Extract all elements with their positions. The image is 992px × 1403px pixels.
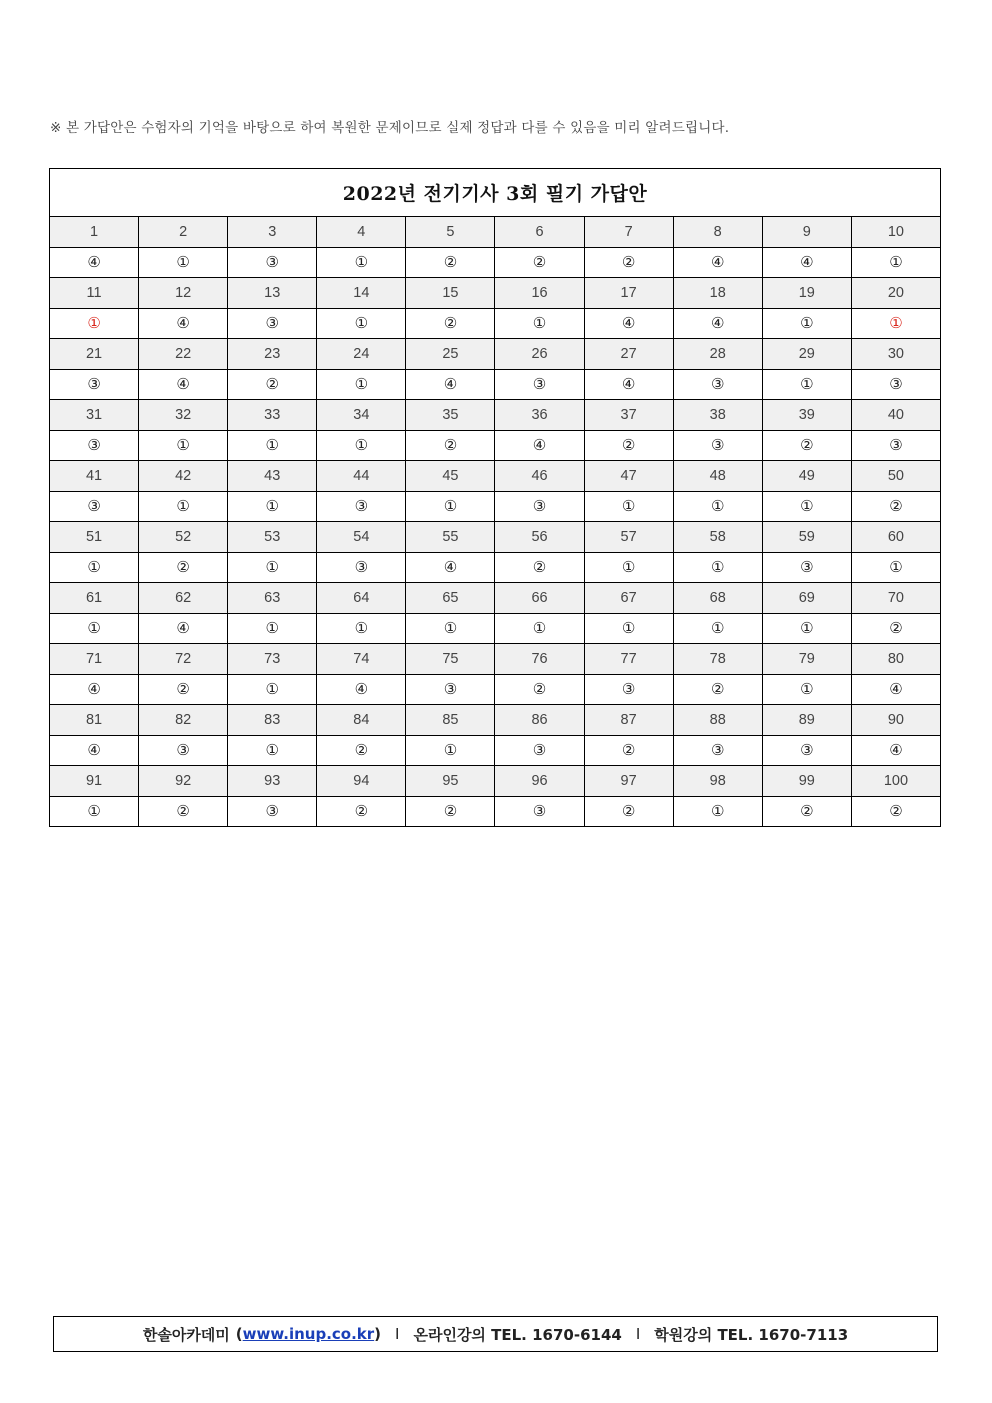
- answer-cell: ①: [584, 613, 673, 644]
- answer-cell: ③: [762, 552, 851, 583]
- question-number: 93: [228, 766, 317, 797]
- answer-row: [50, 613, 941, 644]
- question-number: 99: [762, 766, 851, 797]
- question-number: 13: [228, 278, 317, 309]
- question-number: 45: [406, 461, 495, 492]
- answer-cell: ②: [317, 796, 406, 827]
- answer-cell: ②: [762, 796, 851, 827]
- question-number: 53: [228, 522, 317, 553]
- question-number: 18: [673, 278, 762, 309]
- question-number: 5: [406, 217, 495, 248]
- answer-cell: ①: [406, 491, 495, 522]
- answer-cell: ③: [50, 369, 139, 400]
- question-number: 22: [139, 339, 228, 370]
- question-number: 58: [673, 522, 762, 553]
- question-number: 1: [50, 217, 139, 248]
- question-number: 39: [762, 400, 851, 431]
- answer-cell: ①: [851, 552, 940, 583]
- question-number: 79: [762, 644, 851, 675]
- question-number: 98: [673, 766, 762, 797]
- question-number: 97: [584, 766, 673, 797]
- question-number: 60: [851, 522, 940, 553]
- answer-cell: ④: [50, 247, 139, 278]
- question-number: 61: [50, 583, 139, 614]
- question-number: 95: [406, 766, 495, 797]
- question-number: 48: [673, 461, 762, 492]
- question-number-row: [50, 217, 941, 248]
- question-number: 72: [139, 644, 228, 675]
- question-number: 17: [584, 278, 673, 309]
- answer-cell: ②: [584, 735, 673, 766]
- answer-cell: ①: [762, 491, 851, 522]
- answer-cell: ③: [50, 491, 139, 522]
- answer-cell: ①: [495, 308, 584, 339]
- question-number: 23: [228, 339, 317, 370]
- question-number: 24: [317, 339, 406, 370]
- answer-cell: ③: [673, 430, 762, 461]
- footer-separator: I: [635, 1325, 641, 1343]
- question-number: 35: [406, 400, 495, 431]
- answer-cell: ③: [228, 796, 317, 827]
- title-row: [50, 169, 941, 217]
- answer-cell: ②: [228, 369, 317, 400]
- answer-row: [50, 430, 941, 461]
- question-number: 100: [851, 766, 940, 797]
- answer-cell: ③: [317, 552, 406, 583]
- question-number: 10: [851, 217, 940, 248]
- question-number: 8: [673, 217, 762, 248]
- question-number: 25: [406, 339, 495, 370]
- answer-cell: ①: [228, 430, 317, 461]
- answer-cell: ④: [584, 369, 673, 400]
- answer-cell: ①: [762, 308, 851, 339]
- answer-cell: ④: [495, 430, 584, 461]
- question-number-row: [50, 339, 941, 370]
- question-number: 31: [50, 400, 139, 431]
- question-number-row: [50, 400, 941, 431]
- question-number-row: [50, 766, 941, 797]
- answer-cell: ②: [317, 735, 406, 766]
- answer-cell: ④: [851, 674, 940, 705]
- question-number: 52: [139, 522, 228, 553]
- answer-cell: ④: [139, 613, 228, 644]
- question-number: 43: [228, 461, 317, 492]
- question-number: 21: [50, 339, 139, 370]
- question-number: 86: [495, 705, 584, 736]
- question-number: 75: [406, 644, 495, 675]
- question-number: 6: [495, 217, 584, 248]
- question-number: 55: [406, 522, 495, 553]
- answer-cell: ④: [139, 308, 228, 339]
- answer-row: [50, 369, 941, 400]
- answer-cell: ③: [495, 735, 584, 766]
- answer-cell: ①: [50, 308, 139, 339]
- answer-cell: ②: [495, 552, 584, 583]
- answer-cell: ③: [851, 369, 940, 400]
- answer-cell: ①: [406, 735, 495, 766]
- question-number: 30: [851, 339, 940, 370]
- answer-cell: ①: [584, 552, 673, 583]
- answer-cell: ④: [406, 552, 495, 583]
- answer-cell: ②: [584, 430, 673, 461]
- question-number: 28: [673, 339, 762, 370]
- question-number: 4: [317, 217, 406, 248]
- answer-cell: ③: [762, 735, 851, 766]
- answer-cell: ①: [50, 796, 139, 827]
- question-number-row: [50, 644, 941, 675]
- question-number-row: [50, 583, 941, 614]
- answer-cell: ③: [495, 369, 584, 400]
- question-number: 44: [317, 461, 406, 492]
- answer-cell: ②: [406, 796, 495, 827]
- question-number: 83: [228, 705, 317, 736]
- answer-cell: ①: [50, 552, 139, 583]
- academy-lecture-phone: 학원강의 TEL. 1670-7113: [654, 1325, 849, 1344]
- answer-cell: ②: [406, 247, 495, 278]
- question-number: 91: [50, 766, 139, 797]
- question-number: 11: [50, 278, 139, 309]
- question-number: 90: [851, 705, 940, 736]
- answer-cell: ③: [673, 369, 762, 400]
- question-number: 3: [228, 217, 317, 248]
- question-number: 7: [584, 217, 673, 248]
- question-number: 9: [762, 217, 851, 248]
- question-number: 15: [406, 278, 495, 309]
- answer-cell: ④: [851, 735, 940, 766]
- answer-cell: ④: [50, 735, 139, 766]
- footer-open-paren: (: [235, 1325, 243, 1343]
- question-number: 51: [50, 522, 139, 553]
- answer-row: [50, 552, 941, 583]
- answer-cell: ①: [228, 613, 317, 644]
- question-number: 40: [851, 400, 940, 431]
- question-number: 29: [762, 339, 851, 370]
- question-number: 42: [139, 461, 228, 492]
- answer-cell: ①: [584, 491, 673, 522]
- answer-cell: ②: [762, 430, 851, 461]
- question-number: 94: [317, 766, 406, 797]
- answer-cell: ①: [673, 552, 762, 583]
- answer-cell: ④: [406, 369, 495, 400]
- answer-cell: ②: [139, 796, 228, 827]
- question-number-row: [50, 278, 941, 309]
- question-number: 68: [673, 583, 762, 614]
- question-number: 84: [317, 705, 406, 736]
- answer-cell: ②: [584, 796, 673, 827]
- answer-cell: ④: [139, 369, 228, 400]
- answer-cell: ②: [584, 247, 673, 278]
- answer-row: [50, 247, 941, 278]
- question-number: 2: [139, 217, 228, 248]
- answer-cell: ②: [495, 674, 584, 705]
- question-number: 46: [495, 461, 584, 492]
- academy-name: 한솔아카데미: [142, 1325, 230, 1344]
- question-number: 88: [673, 705, 762, 736]
- answer-cell: ①: [317, 430, 406, 461]
- question-number: 76: [495, 644, 584, 675]
- answer-cell: ④: [317, 674, 406, 705]
- answer-cell: ①: [673, 796, 762, 827]
- answer-cell: ③: [584, 674, 673, 705]
- question-number: 14: [317, 278, 406, 309]
- answer-cell: ④: [584, 308, 673, 339]
- question-number: 38: [673, 400, 762, 431]
- question-number: 65: [406, 583, 495, 614]
- question-number: 78: [673, 644, 762, 675]
- answer-cell: ④: [50, 674, 139, 705]
- answer-cell: ②: [851, 796, 940, 827]
- answer-cell: ③: [673, 735, 762, 766]
- question-number: 33: [228, 400, 317, 431]
- question-number: 41: [50, 461, 139, 492]
- answer-cell: ④: [673, 308, 762, 339]
- question-number: 56: [495, 522, 584, 553]
- question-number: 89: [762, 705, 851, 736]
- question-number: 19: [762, 278, 851, 309]
- question-number: 80: [851, 644, 940, 675]
- question-number: 64: [317, 583, 406, 614]
- question-number: 67: [584, 583, 673, 614]
- answer-cell: ①: [406, 613, 495, 644]
- answer-row: [50, 796, 941, 827]
- website-link[interactable]: www.inup.co.kr: [242, 1325, 375, 1343]
- answer-cell: ①: [228, 491, 317, 522]
- answer-cell: ①: [228, 674, 317, 705]
- answer-cell: ③: [50, 430, 139, 461]
- answer-cell: ③: [495, 491, 584, 522]
- question-number: 63: [228, 583, 317, 614]
- answer-row: [50, 308, 941, 339]
- question-number: 16: [495, 278, 584, 309]
- disclaimer-notice: ※ 본 가답안은 수험자의 기억을 바탕으로 하여 복원한 문제이므로 실제 정답과 다를 수 있음을 미리 알려드립니다.: [50, 120, 730, 136]
- question-number: 36: [495, 400, 584, 431]
- online-lecture-phone: 온라인강의 TEL. 1670-6144: [413, 1325, 622, 1344]
- answer-cell: ②: [406, 308, 495, 339]
- footer-close-paren: ): [374, 1325, 382, 1343]
- answer-cell: ③: [495, 796, 584, 827]
- answer-cell: ①: [495, 613, 584, 644]
- answer-cell: ②: [673, 674, 762, 705]
- question-number: 96: [495, 766, 584, 797]
- answer-cell: ③: [317, 491, 406, 522]
- question-number: 57: [584, 522, 673, 553]
- question-number: 59: [762, 522, 851, 553]
- question-number: 26: [495, 339, 584, 370]
- answer-cell: ①: [851, 308, 940, 339]
- answer-cell: ①: [762, 369, 851, 400]
- answer-row: [50, 735, 941, 766]
- question-number: 73: [228, 644, 317, 675]
- answer-cell: ①: [762, 613, 851, 644]
- answer-cell: ③: [851, 430, 940, 461]
- question-number-row: [50, 522, 941, 553]
- answer-cell: ①: [50, 613, 139, 644]
- question-number: 71: [50, 644, 139, 675]
- answer-cell: ①: [139, 247, 228, 278]
- answer-cell: ②: [851, 613, 940, 644]
- answer-sheet-table: [49, 168, 941, 827]
- question-number: 70: [851, 583, 940, 614]
- answer-cell: ①: [228, 552, 317, 583]
- question-number: 69: [762, 583, 851, 614]
- answer-row: [50, 674, 941, 705]
- answer-cell: ③: [406, 674, 495, 705]
- question-number: 20: [851, 278, 940, 309]
- question-number: 81: [50, 705, 139, 736]
- answer-cell: ①: [851, 247, 940, 278]
- footer-separator: I: [395, 1325, 400, 1343]
- answer-cell: ③: [228, 247, 317, 278]
- question-number: 50: [851, 461, 940, 492]
- answer-cell: ①: [228, 735, 317, 766]
- answer-cell: ①: [139, 491, 228, 522]
- answer-cell: ①: [317, 308, 406, 339]
- answer-cell: ①: [673, 613, 762, 644]
- footer-box: [53, 1316, 938, 1352]
- question-number: 82: [139, 705, 228, 736]
- answer-cell: ④: [762, 247, 851, 278]
- answer-cell: ③: [139, 735, 228, 766]
- question-number: 87: [584, 705, 673, 736]
- question-number: 85: [406, 705, 495, 736]
- answer-cell: ②: [139, 674, 228, 705]
- question-number: 37: [584, 400, 673, 431]
- answer-cell: ②: [406, 430, 495, 461]
- answer-cell: ②: [495, 247, 584, 278]
- question-number: 32: [139, 400, 228, 431]
- answer-cell: ①: [139, 430, 228, 461]
- question-number: 77: [584, 644, 673, 675]
- answer-cell: ②: [139, 552, 228, 583]
- question-number-row: [50, 461, 941, 492]
- question-number: 12: [139, 278, 228, 309]
- question-number: 62: [139, 583, 228, 614]
- question-number: 27: [584, 339, 673, 370]
- question-number: 92: [139, 766, 228, 797]
- answer-cell: ②: [851, 491, 940, 522]
- answer-cell: ①: [317, 247, 406, 278]
- answer-cell: ①: [673, 491, 762, 522]
- question-number: 66: [495, 583, 584, 614]
- sheet-title: 2022년 전기기사 3회 필기 가답안: [50, 169, 941, 217]
- answer-cell: ①: [762, 674, 851, 705]
- answer-cell: ①: [317, 613, 406, 644]
- question-number-row: [50, 705, 941, 736]
- answer-row: [50, 491, 941, 522]
- question-number: 34: [317, 400, 406, 431]
- question-number: 49: [762, 461, 851, 492]
- question-number: 74: [317, 644, 406, 675]
- answer-cell: ④: [673, 247, 762, 278]
- answer-cell: ③: [228, 308, 317, 339]
- question-number: 47: [584, 461, 673, 492]
- question-number: 54: [317, 522, 406, 553]
- answer-cell: ①: [317, 369, 406, 400]
